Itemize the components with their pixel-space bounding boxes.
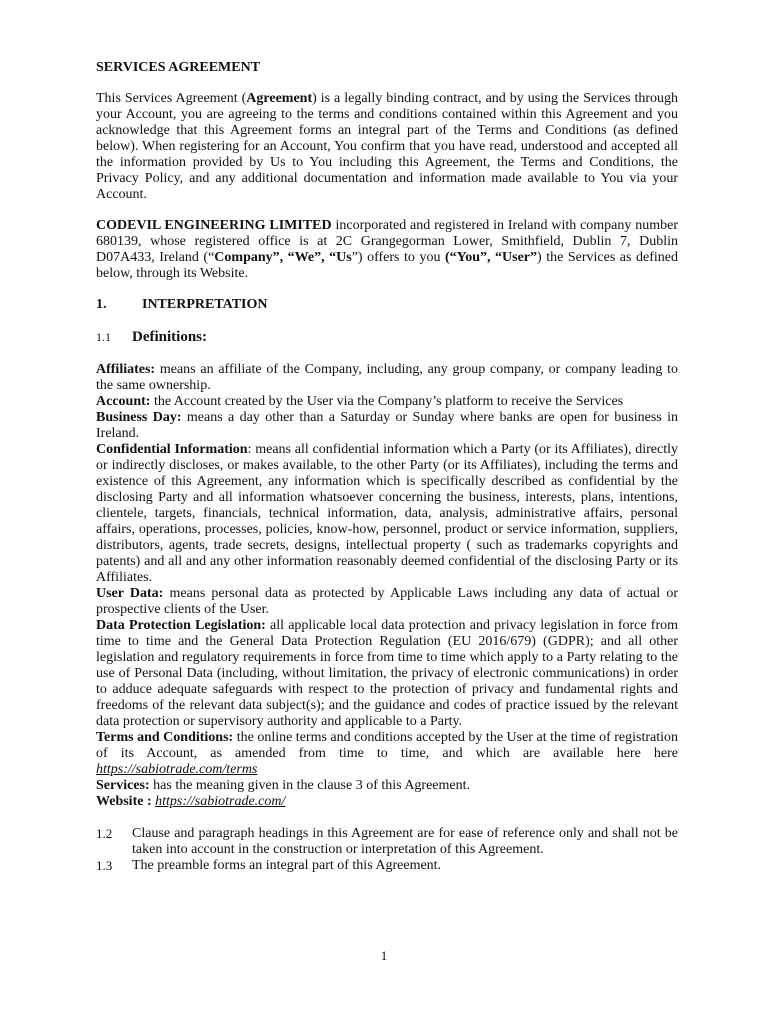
definition-term: Affiliates: [96, 362, 156, 377]
definition-term: Services: [96, 778, 150, 793]
page-number: 1 [380, 948, 388, 963]
definition-item [96, 586, 678, 618]
definition-text: the Account created by the User via the Company’s platform to receive the Services [150, 394, 624, 409]
clause-number: 1.2 [96, 826, 113, 841]
website-link[interactable]: https://sabiotrade.com/ [155, 794, 286, 809]
clause-item [96, 858, 678, 874]
definition-term: Confidential Information [96, 442, 248, 457]
definition-item [96, 362, 678, 394]
definition-item [96, 442, 678, 586]
definition-term: Website : [96, 794, 152, 809]
definition-item [96, 410, 678, 442]
clause-number: 1.3 [96, 858, 113, 873]
definition-term: Data Protection Legislation: [96, 618, 266, 633]
definition-text: has the meaning given in the clause 3 of this Agreement. [149, 778, 471, 793]
clause-number: 1.1 [96, 330, 111, 344]
document-title: SERVICES AGREEMENT [96, 60, 261, 75]
definition-text: means a day other than a Saturday or Sunday where banks are open for business in Ireland. [96, 410, 678, 441]
definition-item [96, 394, 678, 410]
company-bold-term: (“You”, “User” [444, 250, 538, 265]
definition-text: the online terms and conditions accepted by the User at the time of registration of its Account, as amended from time to time, and which are available here here [96, 730, 678, 761]
intro-bold-term: Agreement [246, 91, 313, 106]
section-title: INTERPRETATION [142, 297, 268, 312]
definition-item [96, 730, 678, 778]
company-paragraph [96, 218, 678, 282]
definition-term: User Data: [96, 586, 164, 601]
intro-text: ) is a legally binding contract, and by using the Services through your Account, you are agreeing to the terms and conditions contained within this Agreement and you acknowledge that this Agreement forms an integral part of the Terms and Conditions (as defined below). When registering for an Account, You confirm that you have read, understood and accepted all the information provided by Us to You including this Agreement, the Terms and Conditions, the Privacy Policy, and any additional documentation and information made available to You via your Account. [96, 91, 679, 202]
definition-item [96, 794, 678, 810]
definition-item [96, 618, 678, 730]
company-name: CODEVIL ENGINEERING LIMITED [96, 218, 332, 233]
definition-item [96, 778, 678, 794]
definition-text: all applicable local data protection and privacy legislation in force from time to time and the General Data Protection Regulation (EU 2016/679) (GDPR); and all other legislation and regulatory requirements in force from time to time which apply to a Party relating to the use of Personal Data (including, without limitation, the privacy of electronic communications) in order to adduce adequate safeguards with respect to the protection of privacy and fundamental rights and freedoms of the relevant data subject(s); and the guidance and codes of practice issued by the relevant data protection or supervisory authority and applicable to a Party. [96, 618, 678, 729]
clause-text: Clause and paragraph headings in this Agreement are for ease of reference only and shall not be taken into account in the construction or interpretation of this Agreement. [132, 826, 678, 857]
company-text: incorporated and registered in Ireland with company number 680139, whose registered office is at 2C Grangegorman Lower, Smithfield, Dublin 7, Dublin D07A433, Ireland (“ [96, 218, 679, 265]
company-text: ”) offers to you [351, 250, 445, 265]
intro-paragraph [96, 91, 678, 203]
clause-heading [96, 329, 678, 345]
clause-title: Definitions: [132, 329, 207, 345]
definitions-list [96, 362, 678, 810]
definition-text: : means all confidential information which a Party (or its Affiliates), directly or indirectly discloses, or makes available, to the other Party (or its Affiliates), including the terms and existence of this Agreement, any information which is specifically described as confidential by the disclosing Party and all information whatsoever concerning the business, interests, plans, intentions, clientele, targets, financials, technical information, data, analysis, administrative affairs, personal affairs, operations, processes, policies, know-how, personnel, product or service information, suppliers, distributors, agents, trade secrets, designs, intellectual property ( such as trademarks copyrights and patents) and all and any other information reasonably deemed confidential of the disclosing Party or its Affiliates. [96, 442, 678, 585]
definition-term: Business Day: [96, 410, 182, 425]
clause-text: The preamble forms an integral part of this Agreement. [132, 858, 442, 873]
section-number: 1. [96, 297, 107, 312]
company-text: ) the Services as defined below, through its Website. [96, 250, 678, 281]
definition-text: means an affiliate of the Company, including, any group company, or company leading to the same ownership. [96, 362, 678, 393]
document-body [96, 60, 678, 874]
definition-term: Terms and Conditions: [96, 730, 234, 745]
intro-text: This Services Agreement ( [96, 91, 247, 106]
definition-term: Account: [96, 394, 151, 409]
company-bold-term: Company”, “We”, “Us [214, 250, 352, 265]
terms-link[interactable]: https://sabiotrade.com/terms [96, 762, 258, 777]
section-heading [96, 297, 678, 313]
clause-item [96, 826, 678, 858]
definition-text: means personal data as protected by Applicable Laws including any data of actual or prospective clients of the User. [96, 586, 679, 617]
